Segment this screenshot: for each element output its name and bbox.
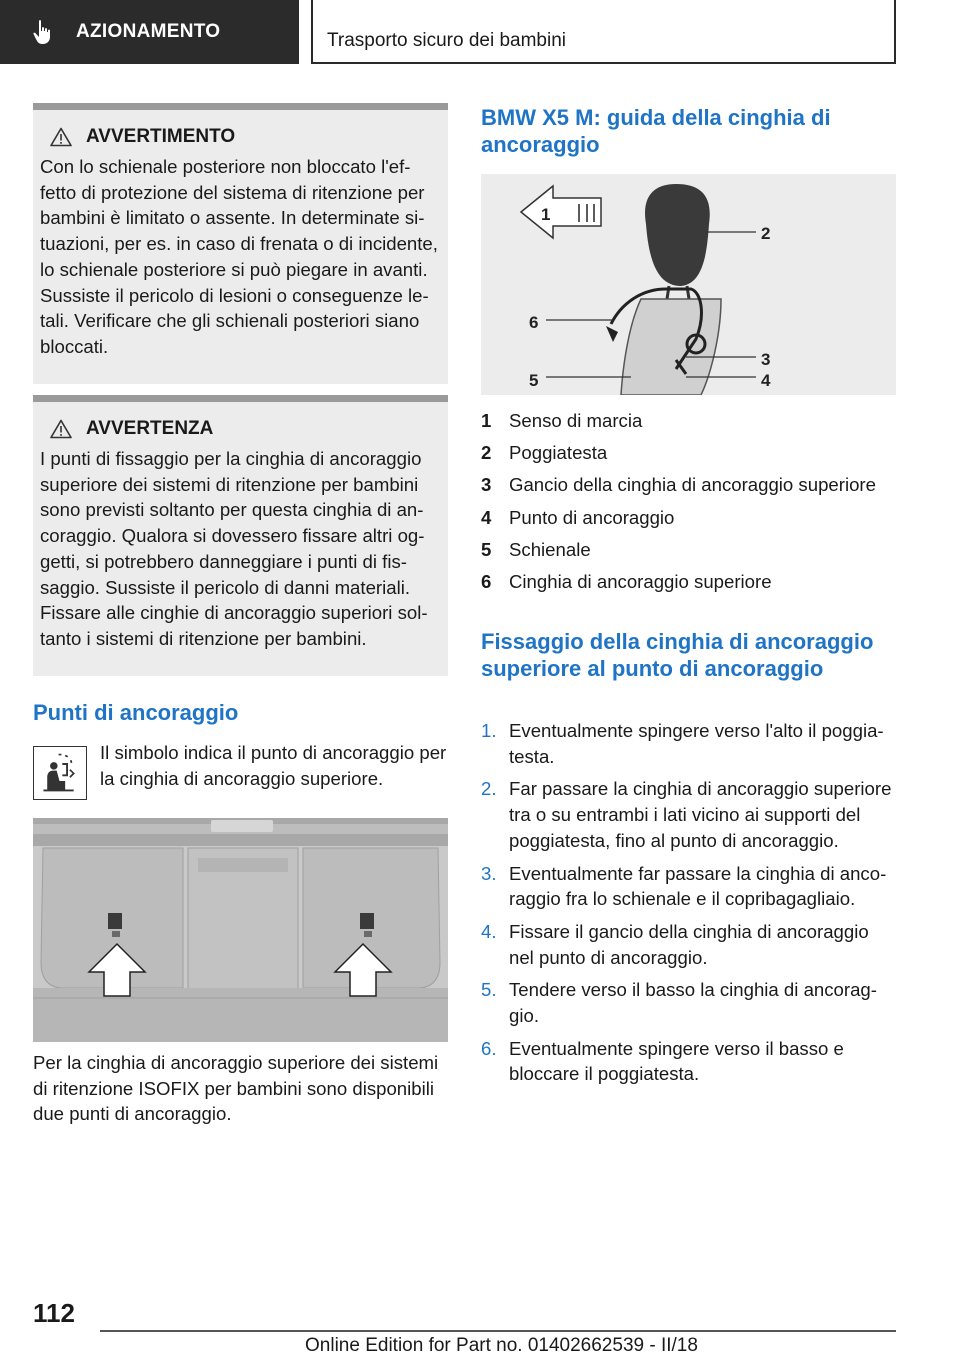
anchor-symbol-description: Il simbolo indica il punto di ancoraggio per la cinghia di ancoraggio superiore. <box>100 742 447 789</box>
cargo-area-photo <box>33 818 448 1042</box>
figure-label-2: 2 <box>761 224 771 243</box>
page-header <box>311 0 896 64</box>
figure-label-3: 3 <box>761 350 771 369</box>
legend-item: 5 Schienale <box>481 538 591 560</box>
warning-callout <box>33 103 448 384</box>
warning-title: AVVERTIMENTO <box>86 126 236 147</box>
step-item: 2. Far passare la cinghia di ancoraggio superiore tra o su entrambi i lati vicino ai supporti del poggiatesta, fino al punto di ancoraggio. <box>481 778 892 851</box>
legend-item: 1 Senso di marcia <box>481 410 643 431</box>
legend-item: 6 Cinghia di ancoraggio superiore <box>481 571 772 593</box>
figure-label-1: 1 <box>541 205 551 224</box>
notice-callout <box>33 395 448 676</box>
page-number: 112 <box>33 1298 75 1328</box>
header-section-tab <box>0 0 299 64</box>
notice-title: AVVERTENZA <box>86 418 214 439</box>
page-title: Trasporto sicuro dei bambini <box>327 30 567 51</box>
figure-label-6: 6 <box>529 313 539 332</box>
footer-divider <box>100 1330 896 1332</box>
warning-text: Con lo schienale posteriore non bloccato l'effetto di protezione del sistema di ritenzione per bambini è limitato o assente. In determinate situazioni, per es. in caso di frenata o di incidente, lo schienale posteriore si può piegare in avanti. Sussiste il pericolo di lesioni o conseguenze letali. Verificare che gli schienali posteriori siano bloccati. <box>40 156 438 357</box>
step-item: 6. Eventualmente spingere verso il basso e bloccare il poggiatesta. <box>481 1037 844 1085</box>
section-label: AZIONAMENTO <box>76 21 221 42</box>
fixing-heading: Fissaggio della cinghia di ancoraggio superiore al punto di ancoraggio <box>481 629 874 681</box>
step-item: 4. Fissare il gancio della cinghia di ancoraggio nel punto di ancoraggio. <box>481 920 869 968</box>
warning-triangle-icon <box>50 419 72 439</box>
warning-triangle-icon <box>50 127 72 147</box>
step-item: 5. Tendere verso il basso la cinghia di ancoraggio. <box>481 979 877 1027</box>
figure-legend <box>481 405 896 598</box>
legend-item: 4 Punto di ancoraggio <box>481 506 675 528</box>
figure-label-5: 5 <box>529 371 539 390</box>
child-seat-anchor-icon <box>33 746 87 800</box>
figure-label-4: 4 <box>761 371 771 390</box>
step-item: 3. Eventualmente far passare la cinghia di ancoraggio fra lo schienale e il copribagagliaio. <box>481 862 887 910</box>
pointing-hand-icon <box>30 18 58 46</box>
headrest-diagram <box>481 174 896 395</box>
anchor-points-heading: Punti di ancoraggio <box>33 700 239 725</box>
legend-item: 3 Gancio della cinghia di ancoraggio superiore <box>481 474 876 496</box>
step-item: 1. Eventualmente spingere verso l'alto il poggiatesta. <box>481 720 884 767</box>
legend-item: 2 Poggiatesta <box>481 442 608 464</box>
anchor-points-body: Per la cinghia di ancoraggio superiore dei sistemi di ritenzione ISOFIX per bambini sono disponibili due punti di ancoraggio. <box>33 1052 439 1125</box>
fixing-steps <box>481 718 896 1094</box>
notice-text: I punti di fissaggio per la cinghia di ancoraggio superiore dei sistemi di ritenzione per bambini sono previsti soltanto per questa cinghia di ancoraggio. Qualora si dovessero fissare altri oggetti, si potrebbero danneggiare i punti di fissaggio. Sussiste il pericolo di danni materiali. Fissare alle cinghie di ancoraggio superiori soltanto i sistemi di ritenzione per bambini. <box>40 448 428 649</box>
edition-text: Online Edition for Part no. 01402662539 - II/18 <box>305 1335 698 1356</box>
guide-heading: BMW X5 M: guida della cinghia di ancoraggio <box>481 105 831 157</box>
